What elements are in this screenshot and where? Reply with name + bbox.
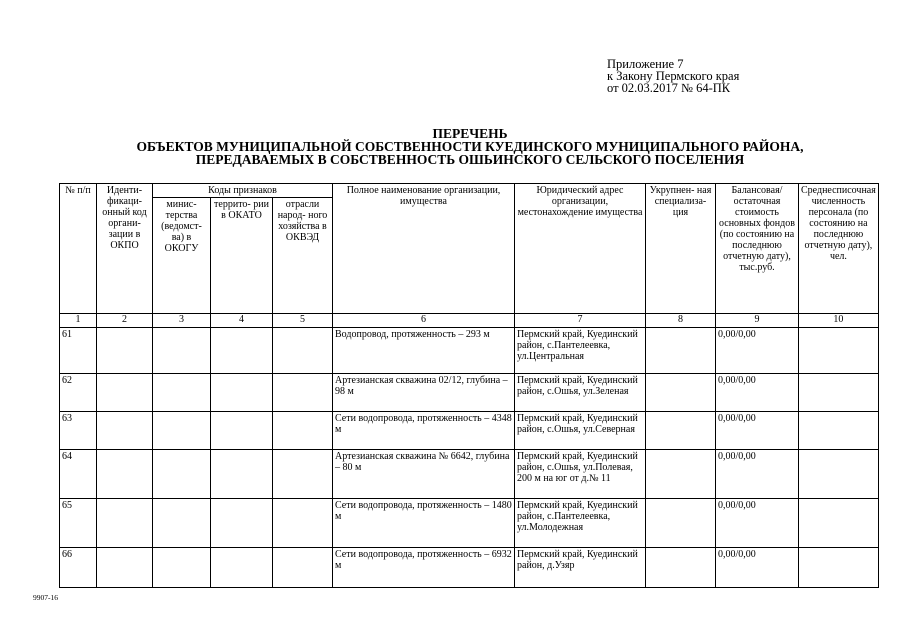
row-number: 66	[60, 548, 97, 588]
okato-cell	[211, 548, 273, 588]
column-number: 5	[273, 314, 333, 328]
property-address: Пермский край, Куединский район, с.Пантелеевка, ул.Молодежная	[515, 499, 646, 548]
header-num: № п/п	[60, 184, 97, 314]
column-number: 3	[153, 314, 211, 328]
property-name: Артезианская скважина № 6642, глубина – 80 м	[333, 450, 515, 499]
title-line-1: ПЕРЕЧЕНЬ	[432, 126, 508, 141]
appendix-line-2: к Закону Пермского края	[607, 69, 740, 83]
column-number: 6	[333, 314, 515, 328]
table-row	[60, 499, 879, 548]
staff-cell	[799, 412, 879, 450]
column-number: 9	[716, 314, 799, 328]
okved-cell	[273, 548, 333, 588]
okato-cell	[211, 450, 273, 499]
specialization-cell	[646, 412, 716, 450]
property-address: Пермский край, Куединский район, с.Пантелеевка, ул.Центральная	[515, 328, 646, 374]
balance-value: 0,00/0,00	[716, 328, 799, 374]
row-number: 61	[60, 328, 97, 374]
okato-cell	[211, 374, 273, 412]
property-name: Сети водопровода, протяженность – 1480 м	[333, 499, 515, 548]
balance-value: 0,00/0,00	[716, 450, 799, 499]
okogu-cell	[153, 412, 211, 450]
okato-cell	[211, 499, 273, 548]
column-number: 1	[60, 314, 97, 328]
title-line-3: ПЕРЕДАВАЕМЫХ В СОБСТВЕННОСТЬ ОШЬИНСКОГО СЕЛЬСКОГО ПОСЕЛЕНИЯ	[195, 152, 745, 167]
balance-value: 0,00/0,00	[716, 499, 799, 548]
specialization-cell	[646, 548, 716, 588]
balance-value: 0,00/0,00	[716, 374, 799, 412]
okogu-cell	[153, 374, 211, 412]
staff-cell	[799, 374, 879, 412]
document-code: 9907-16	[33, 593, 58, 602]
staff-cell	[799, 548, 879, 588]
table-row	[60, 374, 879, 412]
okpo-cell	[97, 412, 153, 450]
okato-cell	[211, 412, 273, 450]
okpo-cell	[97, 328, 153, 374]
header-okved: отрасли народ- ного хозяйства в ОКВЭД	[273, 198, 333, 314]
column-number-row	[60, 314, 879, 328]
staff-cell	[799, 450, 879, 499]
property-address: Пермский край, Куединский район, с.Ошья, ул.Северная	[515, 412, 646, 450]
header-balance: Балансовая/ остаточная стоимость основных фондов (по состоянию на последнюю отчетную дату), тыс.руб.	[716, 184, 799, 314]
okpo-cell	[97, 548, 153, 588]
header-specialization: Укрупнен- ная специализа- ция	[646, 184, 716, 314]
header-address: Юридический адрес организации, местонахождение имущества	[515, 184, 646, 314]
okved-cell	[273, 374, 333, 412]
property-name: Водопровод, протяженность – 293 м	[333, 328, 515, 374]
property-table	[59, 183, 879, 588]
column-number: 7	[515, 314, 646, 328]
column-number: 8	[646, 314, 716, 328]
okogu-cell	[153, 548, 211, 588]
specialization-cell	[646, 499, 716, 548]
header-name: Полное наименование организации, имущества	[333, 184, 515, 314]
document-title	[60, 127, 880, 166]
specialization-cell	[646, 328, 716, 374]
row-number: 64	[60, 450, 97, 499]
okogu-cell	[153, 450, 211, 499]
appendix-reference	[607, 58, 739, 94]
table-row	[60, 548, 879, 588]
header-okato: террито- рии в ОКАТО	[211, 198, 273, 314]
column-number: 10	[799, 314, 879, 328]
row-number: 65	[60, 499, 97, 548]
column-number: 4	[211, 314, 273, 328]
staff-cell	[799, 499, 879, 548]
specialization-cell	[646, 450, 716, 499]
property-name: Сети водопровода, протяженность – 4348 м	[333, 412, 515, 450]
okved-cell	[273, 412, 333, 450]
property-name: Артезианская скважина 02/12, глубина – 98 м	[333, 374, 515, 412]
okved-cell	[273, 450, 333, 499]
appendix-line-1: Приложение 7	[607, 57, 684, 71]
balance-value: 0,00/0,00	[716, 548, 799, 588]
okved-cell	[273, 499, 333, 548]
okogu-cell	[153, 499, 211, 548]
balance-value: 0,00/0,00	[716, 412, 799, 450]
table-row	[60, 412, 879, 450]
header-okpo: Иденти- фикаци- онный код органи- зации в ОКПО	[97, 184, 153, 314]
header-okogu: минис- терства (ведомст- ва) в ОКОГУ	[153, 198, 211, 314]
okpo-cell	[97, 450, 153, 499]
header-staff: Среднесписочная численность персонала (по состоянию на последнюю отчетную дату), чел.	[799, 184, 879, 314]
okpo-cell	[97, 374, 153, 412]
header-codes: Коды признаков	[153, 184, 333, 198]
row-number: 62	[60, 374, 97, 412]
okved-cell	[273, 328, 333, 374]
title-line-2: ОБЪЕКТОВ МУНИЦИПАЛЬНОЙ СОБСТВЕННОСТИ КУЕДИНСКОГО МУНИЦИПАЛЬНОГО РАЙОНА,	[136, 139, 804, 154]
staff-cell	[799, 328, 879, 374]
property-address: Пермский край, Куединский район, д.Узяр	[515, 548, 646, 588]
okogu-cell	[153, 328, 211, 374]
appendix-line-3: от 02.03.2017 № 64-ПК	[607, 81, 731, 95]
specialization-cell	[646, 374, 716, 412]
table-row	[60, 450, 879, 499]
table-row	[60, 328, 879, 374]
column-number: 2	[97, 314, 153, 328]
okato-cell	[211, 328, 273, 374]
property-name: Сети водопровода, протяженность – 6932 м	[333, 548, 515, 588]
property-address: Пермский край, Куединский район, с.Ошья, ул.Полевая, 200 м на юг от д.№ 11	[515, 450, 646, 499]
property-address: Пермский край, Куединский район, с.Ошья, ул.Зеленая	[515, 374, 646, 412]
row-number: 63	[60, 412, 97, 450]
okpo-cell	[97, 499, 153, 548]
